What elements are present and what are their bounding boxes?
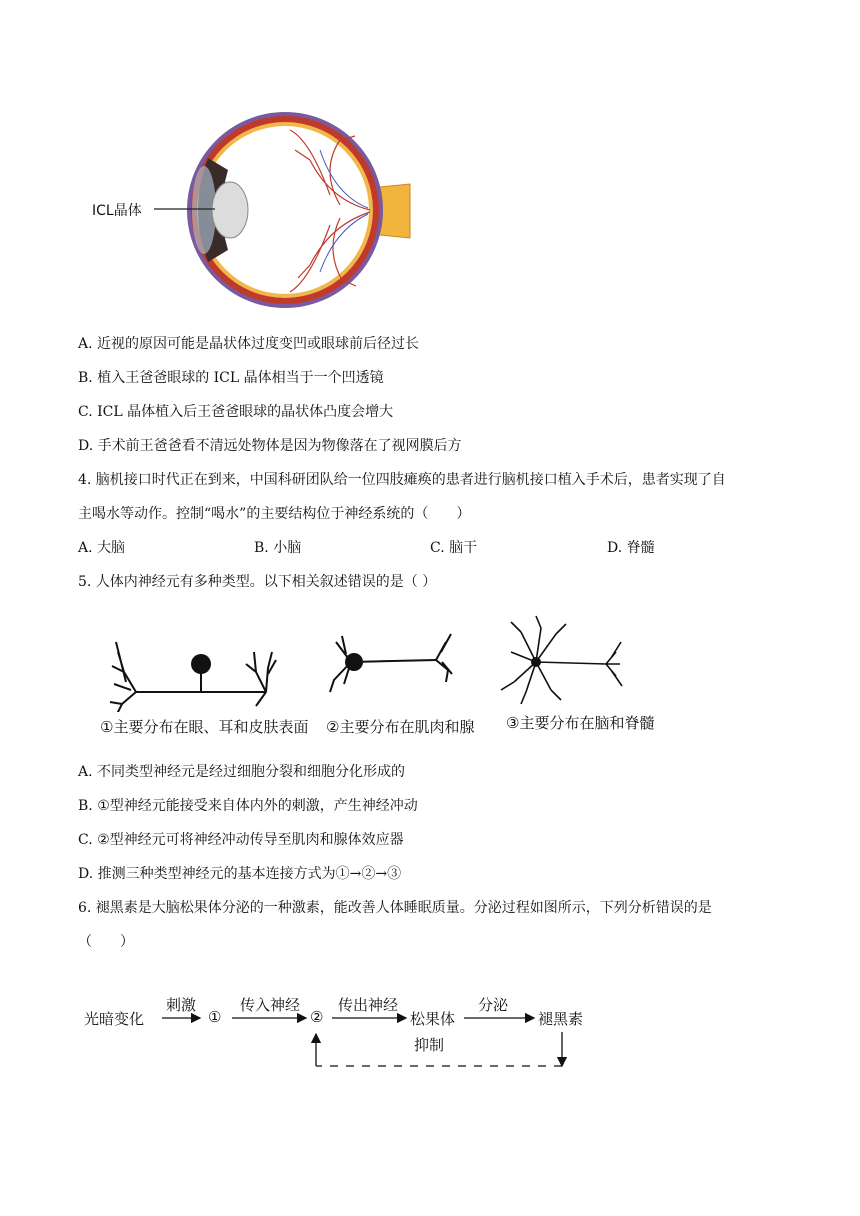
q4-stem-line2: 主喝水等动作。控制“喝水”的主要结构位于神经系统的（ ）	[78, 506, 471, 522]
flow-label-inhibit: 抑制	[414, 1036, 445, 1054]
q6-stem-line1: 6. 褪黑素是大脑松果体分泌的一种激素，能改善人体睡眠质量。分泌过程如图所示，下列分析错误的是	[78, 900, 712, 916]
eye-figure	[80, 100, 440, 320]
q4-stem-line1: 4. 脑机接口时代正在到来，中国科研团队给一位四肢瘫痪的患者进行脑机接口植入手术后，患者实现了自	[78, 472, 726, 488]
q6-stem-line2: （ ）	[78, 934, 134, 950]
flow-label-secrete: 分泌	[478, 996, 509, 1014]
q4-option-a: A. 大脑	[78, 540, 126, 556]
neuron-caption-3: ③主要分布在脑和脊髓	[506, 714, 655, 732]
neuron-diagrams	[96, 612, 676, 712]
flow-start-light-change: 光暗变化	[84, 1010, 145, 1028]
q5-option-c: C. ②型神经元可将神经冲动传导至肌肉和腺体效应器	[78, 832, 404, 848]
flow-label-afferent-nerve: 传入神经	[240, 996, 301, 1014]
q5-stem: 5. 人体内神经元有多种类型。以下相关叙述错误的是（ ）	[78, 574, 437, 590]
q4-options	[78, 538, 778, 558]
flow-node-2: ②	[310, 1008, 324, 1026]
flow-label-stimulus: 刺激	[166, 996, 197, 1014]
flow-organ-pineal: 松果体	[410, 1010, 456, 1028]
icl-lens-label: ICL晶体	[92, 203, 142, 219]
neuron-figure	[96, 612, 676, 742]
flow-label-efferent-nerve: 传出神经	[338, 996, 399, 1014]
q4-option-d: D. 脊髓	[607, 540, 655, 556]
flow-product-melatonin: 褪黑素	[538, 1010, 584, 1028]
q3-option-a: A. 近视的原因可能是晶状体过度变凹或眼球前后径过长	[78, 336, 420, 352]
q4-option-b: B. 小脑	[254, 540, 302, 556]
neuron-caption-2: ②主要分布在肌肉和腺	[326, 718, 475, 736]
q5-option-a: A. 不同类型神经元是经过细胞分裂和细胞分化形成的	[78, 764, 406, 780]
flow-node-1: ①	[208, 1008, 222, 1026]
q4-option-c: C. 脑干	[430, 540, 478, 556]
q3-option-c: C. ICL 晶体植入后王爸爸眼球的晶状体凸度会增大	[78, 404, 394, 420]
q5-option-d: D. 推测三种类型神经元的基本连接方式为①→②→③	[78, 866, 402, 882]
flow-diagram	[84, 990, 644, 1080]
q5-option-b: B. ①型神经元能接受来自体内外的刺激，产生神经冲动	[78, 798, 418, 814]
neuron-caption-1: ①主要分布在眼、耳和皮肤表面	[100, 718, 309, 736]
q3-option-b: B. 植入王爸爸眼球的 ICL 晶体相当于一个凹透镜	[78, 370, 384, 386]
q3-option-d: D. 手术前王爸爸看不清远处物体是因为物像落在了视网膜后方	[78, 438, 462, 454]
